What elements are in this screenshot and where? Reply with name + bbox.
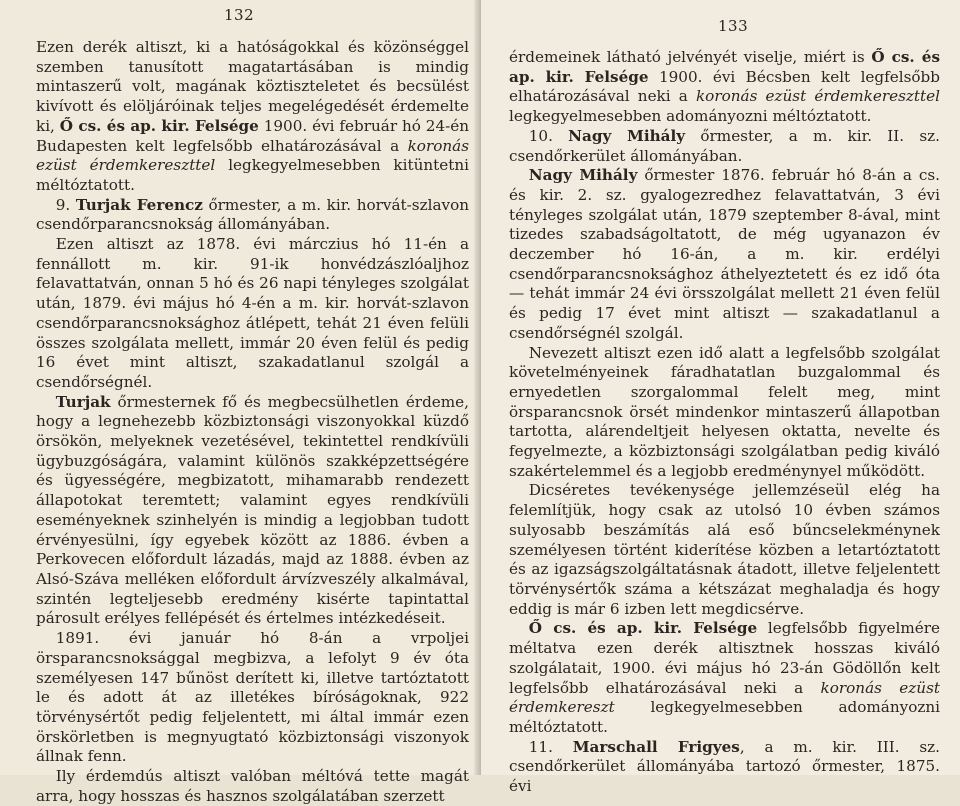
text-run: legkegyelmesebben adományozni méltóztatott. [509, 698, 940, 736]
text-run: érdemeinek látható jelvényét viselje, miért is [509, 48, 872, 66]
text-run: Dicséretes tevékenysége jellemzéseül elég ha felemlítjük, hogy csak az utolsó 10 évben számos sulyosabb beszámítás alá eső bűncselekménynek személyesen történt kiderítése közben a letartóztatott és az igazságszolgáltatásnak átadott, illetve feljelentett törvénysértők száma a kétszázat meghaladja és hogy eddig is már 6 izben lett megdicsérve. [509, 481, 940, 618]
page-number-right: 133 [718, 17, 749, 35]
bold-text: Nagy Mihály [528, 166, 638, 185]
paragraph [509, 48, 940, 127]
text-run: legkegyelmesebben kitüntetni méltóztatott. [36, 156, 469, 194]
paragraph [36, 767, 469, 806]
text-run: Ezen derék altiszt, ki a hatóságokkal és közönséggel szemben tanusított magatartásában is mindig mintaszerű volt, magának köztiszteletet és becsülést kivívott és elöljáróinak teljes megelégedését érdemelte ki, [36, 38, 469, 135]
text-run: 9. [55, 195, 76, 214]
text-run: , a m. kir. III. sz. csendőrkerület állományába tartozó őrmester, 1875. évi [509, 737, 940, 796]
bold-text: Nagy Mihály [568, 126, 686, 145]
text-run: őrmesternek fő és megbecsülhetlen érdeme, hogy a legnehezebb közbiztonsági viszonyokkal küzdő örsökön, melyeknek vezetésével, tekintettel rendkívüli ügybuzgóságára, valamint különös szakképzettségére és ügyességére, megbizatott, mihamarabb rendezett állapotokat teremtett; valamint egyes rendkívüli eseményeknek szinhelyén is mindig a legjobban tudott érvényesülni, így egyebek között az 1886. évben a Perkovecen előfordult lázadás, majd az 1888. évben az Alsó-Száva melléken előfordult árvízveszély alkalmával, szintén legteljesebb eredmény kisérte tapintattal párosult erélyes fellépését és értelmes intézkedéseit. [36, 392, 469, 628]
text-run: 11. [528, 737, 573, 756]
bold-text: Ő cs. és ap. kir. Felsége [528, 619, 758, 638]
paragraph [509, 344, 940, 482]
text-run: őrmester 1876. február hó 8-án a cs. és kir. 2. sz. gyalogezredhez felavattatván, 3 évi tényleges szolgálat után, 1879 szeptember 8-ával, mint tizedes szabadságoltatott, de még ugyanazon év deczember hó 16-án, a m. kir. erdélyi csendőrparancsnoksághoz áthelyeztetett és ez idő óta — tehát immár 24 évi örsszolgálat mellett 21 éven felül és pedig 17 évet mint altiszt — szakadatlanul a csendőrségnél szolgál. [509, 166, 940, 342]
paragraph [509, 738, 940, 797]
paragraph [36, 629, 469, 767]
paragraph [36, 235, 469, 393]
italic-text: koronás ezüst érdemkereszt [509, 678, 940, 717]
page-number-left: 132 [224, 6, 255, 24]
paragraph [36, 38, 469, 196]
bold-text: Ő cs. és ap. kir. Felsége [59, 116, 259, 135]
bold-text: Ő cs. és ap. kir. Felsége [509, 48, 940, 86]
bold-text: Turjak [55, 392, 111, 411]
text-run: 10. [528, 126, 569, 145]
text-run: 1891. évi január hó 8-án a vrpoljei örsparancsnoksággal megbizva, a lefolyt 9 év óta személyesen 147 bűnöst derített ki, illetve tartóztatott le és adott át az illetékes bíróságoknak, 922 törvénysértőt pedig feljelentett, mi által immár ezen örskörletben is megnyugtató közbiztonsági viszonyok állnak fenn. [36, 629, 469, 766]
text-run: 1900. évi február hó 24-én Budapesten kelt legfelsőbb elhatározásával a [36, 116, 470, 155]
text-run: legfelsőbb figyelmére méltatva ezen derék altisztnek hosszas kiváló szolgálatait, 1900. évi május hó 23-án Gödöllőn kelt legfelsőbb elhatározásával neki a [509, 619, 940, 697]
right-page [481, 0, 960, 796]
bold-text: Turjak Ferencz [75, 195, 203, 214]
paragraph [36, 393, 469, 629]
text-run: Nevezett altiszt ezen idő alatt a legfelsőbb szolgálat követelményeinek fáradhatatlan buzgalommal és ernyedetlen szorgalommal felelt meg, mint örsparancsnok örsét mindenkor mintaszerű állapotban tartotta, alárendeltjeit helyesen oktatta, nevelte és fegyelmezte, a közbiztonsági szolgálatban pedig kiváló szakértelemmel és a legjobb eredménynyel működött. [509, 343, 940, 480]
left-page-text [36, 38, 469, 806]
italic-text: koronás ezüst érdemkereszttel [695, 87, 940, 106]
text-run: legkegyelmesebben adományozni méltóztatott. [509, 107, 872, 126]
right-page-text [509, 48, 940, 797]
paragraph [509, 166, 940, 343]
bold-text: Marschall Frigyes [572, 737, 740, 756]
text-run: őrmester, a m. kir. horvát-szlavon csendőrparancsnokság állományában. [36, 195, 469, 234]
paragraph [509, 481, 940, 619]
italic-text: koronás ezüst érdemkereszttel [36, 136, 469, 175]
text-run: 1900. évi Bécsben kelt legfelsőbb elhatározásával neki a [509, 67, 940, 106]
paragraph [509, 619, 940, 737]
paragraph [509, 127, 940, 166]
text-run: Ily érdemdús altiszt valóban méltóvá tette magát arra, hogy hosszas és hasznos szolgálatában szerzett [36, 767, 469, 805]
text-run: őrmester, a m. kir. II. sz. csendőrkerület állományában. [509, 126, 940, 165]
text-run: Ezen altiszt az 1878. évi márczius hó 11-én a fennállott m. kir. 91-ik honvédzászlóaljhoz felavattatván, onnan 5 hó és 26 napi tényleges szolgálat után, 1879. évi május hó 4-én a m. kir. horvát-szlavon csendőrparancsnoksághoz átlépett, tehát 21 éven felüli összes szolgálata mellett, immár 20 éven felül és pedig 16 évet mint altiszt, szakadatlanul szolgál a csendőrségnél. [36, 235, 469, 391]
paragraph [36, 196, 469, 235]
